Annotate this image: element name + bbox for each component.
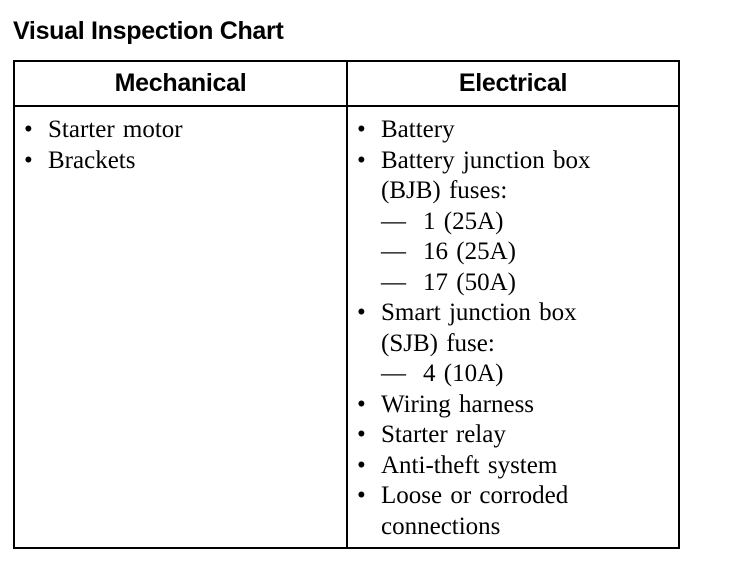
sub-list-item	[381, 237, 670, 268]
item-text: Anti-theft system	[381, 451, 558, 479]
list-item	[357, 481, 670, 542]
list-item	[24, 115, 338, 146]
list-item	[357, 420, 670, 451]
bullet-icon: •	[357, 146, 366, 174]
item-text-line-1: Battery junction box	[381, 146, 591, 174]
body-row	[14, 106, 679, 548]
bullet-icon: •	[24, 116, 33, 143]
dash-icon: —	[381, 360, 406, 387]
item-text-line-2: (SJB) fuse:	[381, 329, 495, 357]
item-text: Starter motor	[48, 116, 183, 143]
sub-list	[381, 207, 670, 299]
header-row	[14, 61, 679, 106]
inspection-table	[13, 60, 680, 549]
item-text-line-2: connections	[381, 512, 501, 540]
mechanical-list	[24, 115, 338, 176]
list-item	[357, 390, 670, 421]
sub-list-item	[381, 359, 670, 390]
dash-icon: —	[381, 207, 406, 235]
electrical-list	[357, 115, 670, 542]
column-header-mechanical: Mechanical	[14, 61, 347, 106]
electrical-cell	[347, 106, 679, 548]
bullet-icon: •	[357, 451, 366, 479]
column-header-electrical: Electrical	[347, 61, 679, 106]
sub-list-item	[381, 268, 670, 299]
item-text: Wiring harness	[381, 390, 535, 418]
chart-title: Visual Inspection Chart	[13, 17, 284, 45]
list-item	[24, 146, 338, 177]
item-text: Starter relay	[381, 421, 506, 448]
sub-list	[381, 359, 670, 390]
mechanical-cell	[14, 106, 347, 548]
list-item	[357, 298, 670, 390]
list-item	[357, 146, 670, 299]
dash-icon: —	[381, 268, 406, 296]
list-item	[357, 115, 670, 146]
bullet-icon: •	[357, 116, 366, 143]
item-text: Brackets	[48, 146, 136, 174]
bullet-icon: •	[357, 299, 366, 326]
bullet-icon: •	[357, 482, 366, 509]
sub-item-text: 17 (50A)	[423, 268, 516, 296]
bullet-icon: •	[357, 421, 366, 448]
bullet-icon: •	[24, 146, 33, 174]
item-text: Battery	[381, 116, 455, 143]
dash-icon: —	[381, 238, 406, 265]
item-text-line-1: Loose or corroded	[381, 482, 569, 509]
sub-item-text: 4 (10A)	[423, 360, 504, 387]
item-text-line-1: Smart junction box	[381, 299, 577, 326]
bullet-icon: •	[357, 390, 366, 418]
sub-item-text: 16 (25A)	[423, 238, 516, 265]
sub-item-text: 1 (25A)	[423, 207, 504, 235]
item-text-line-2: (BJB) fuses:	[381, 177, 508, 204]
list-item	[357, 451, 670, 482]
sub-list-item	[381, 207, 670, 238]
